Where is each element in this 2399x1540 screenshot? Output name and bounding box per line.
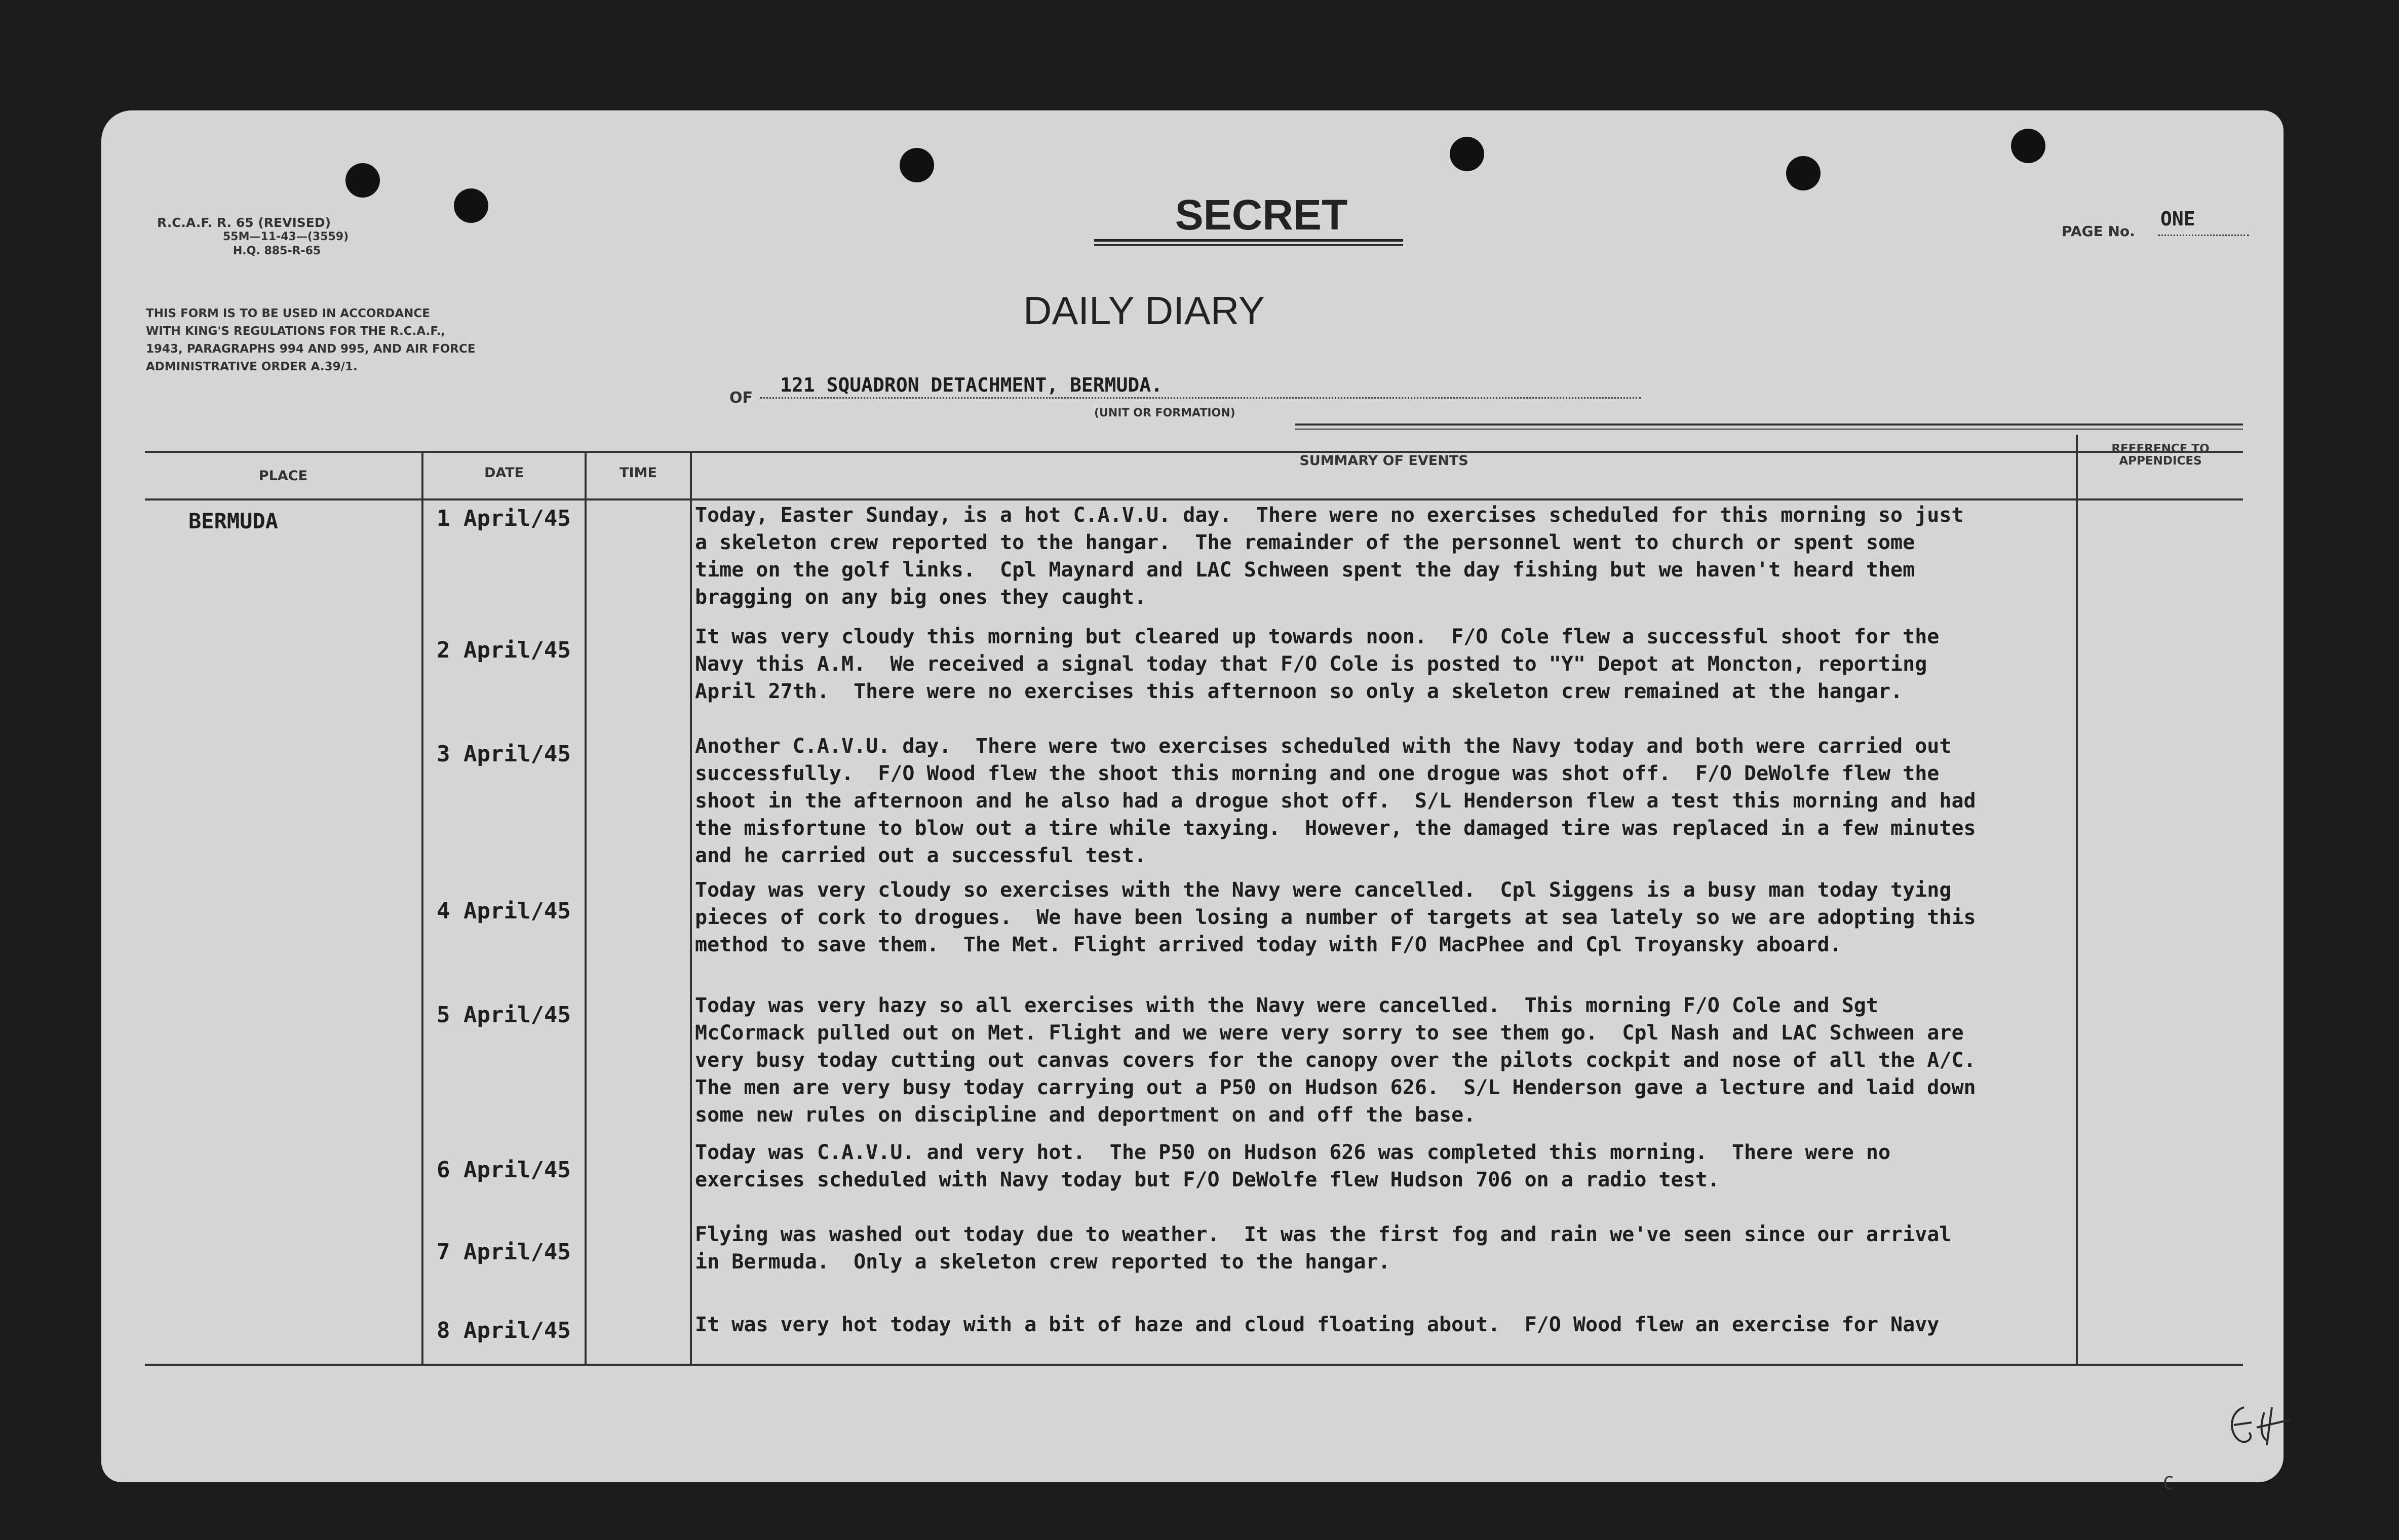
header-date: DATE	[484, 465, 524, 481]
summary-line: time on the golf links. Cpl Maynard and LAC Schween spent the day fishing but we haven't heard them	[695, 558, 1915, 582]
entry-date: 6 April/45	[437, 1157, 571, 1183]
regulation-line: WITH KING'S REGULATIONS FOR THE R.C.A.F.,	[146, 325, 446, 338]
classification-heading: SECRET	[1175, 191, 1348, 239]
unit-caption: (UNIT OR FORMATION)	[1094, 407, 1235, 419]
summary-line: a skeleton crew reported to the hangar. The remainder of the personnel went to church or spent some	[695, 531, 1915, 554]
form-title: DAILY DIARY	[1023, 288, 1265, 333]
regulation-note	[146, 305, 652, 376]
header-reference-line: APPENDICES	[2119, 454, 2202, 468]
entry-summary	[695, 1311, 1939, 1338]
column-divider	[421, 451, 423, 1365]
summary-line: It was very cloudy this morning but cleared up towards noon. F/O Cole flew a successful shoot for the	[695, 625, 1940, 648]
summary-line: successfully. F/O Wood flew the shoot this morning and one drogue was shot off. F/O DeWolfe flew the	[695, 762, 1940, 785]
form-identifier	[157, 216, 349, 258]
entry-summary	[695, 1221, 1951, 1276]
summary-line: very busy today cutting out canvas covers for the canopy over the pilots cockpit and nose of all the A/C.	[695, 1049, 1976, 1072]
summary-line: It was very hot today with a bit of haze and cloud floating about. F/O Wood flew an exercise for Navy	[695, 1313, 1940, 1336]
header-reference	[2078, 443, 2243, 467]
entry-date: 7 April/45	[437, 1239, 571, 1265]
regulation-line: 1943, PARAGRAPHS 994 AND 995, AND AIR FORCE	[146, 342, 476, 356]
punch-hole	[345, 163, 380, 198]
summary-line: pieces of cork to drogues. We have been losing a number of targets at sea lately so we are adopting this	[695, 906, 1976, 929]
entry-date: 3 April/45	[437, 741, 571, 767]
summary-line: Today was very cloudy so exercises with the Navy were cancelled. Cpl Siggens is a busy man today tying	[695, 878, 1952, 902]
summary-line: and he carried out a successful test.	[695, 844, 1147, 867]
column-divider	[690, 451, 692, 1365]
entry-date: 5 April/45	[437, 1002, 571, 1028]
summary-line: in Bermuda. Only a skeleton crew reported to the hangar.	[695, 1250, 1390, 1274]
form-number: R.C.A.F. R. 65 (REVISED)	[157, 215, 331, 230]
summary-line: April 27th. There were no exercises this afternoon so only a skeleton crew remained at the hangar.	[695, 680, 1903, 703]
summary-line: Another C.A.V.U. day. There were two exercises scheduled with the Navy today and both were carried out	[695, 735, 1952, 758]
column-divider	[585, 451, 587, 1365]
summary-line: bragging on any big ones they caught.	[695, 586, 1147, 609]
hq-code: H.Q. 885-R-65	[233, 245, 321, 257]
summary-line: The men are very busy today carrying out a P50 on Hudson 626. S/L Henderson gave a lecture and laid down	[695, 1076, 1976, 1099]
summary-line: Today was C.A.V.U. and very hot. The P50 on Hudson 626 was completed this morning. There were no	[695, 1141, 1891, 1164]
unit-value: 121 SQUADRON DETACHMENT, BERMUDA.	[780, 374, 1163, 396]
punch-hole	[900, 148, 934, 182]
page-number-value: ONE	[2160, 208, 2195, 230]
regulation-line: ADMINISTRATIVE ORDER A.39/1.	[146, 360, 358, 373]
diary-form-sheet	[101, 110, 2284, 1494]
corner-mark: C	[2163, 1473, 2174, 1494]
table-bottom-rule	[145, 1364, 2243, 1366]
place-value: BERMUDA	[188, 509, 279, 533]
summary-line: some new rules on discipline and deportment on and off the base.	[695, 1103, 1476, 1127]
entry-date: 4 April/45	[437, 898, 571, 924]
entry-summary	[695, 1139, 1890, 1194]
heading-underline	[1094, 239, 1403, 242]
summary-line: McCormack pulled out on Met. Flight and we were very sorry to see them go. Cpl Nash and LAC Schween are	[695, 1021, 1964, 1045]
entry-date: 1 April/45	[437, 506, 571, 531]
page-number-line	[2158, 235, 2249, 236]
heading-underline	[1094, 244, 1403, 246]
summary-line: shoot in the afternoon and he also had a drogue shot off. S/L Henderson flew a test this morning and had	[695, 789, 1976, 813]
punch-hole	[2011, 129, 2045, 163]
summary-line: exercises scheduled with Navy today but F/O DeWolfe flew Hudson 706 on a radio test.	[695, 1168, 1720, 1191]
entry-date: 8 April/45	[437, 1318, 571, 1343]
summary-line: Flying was washed out today due to weather. It was the first fog and rain we've seen since our arrival	[695, 1223, 1952, 1246]
column-divider	[2076, 435, 2078, 1365]
punch-hole	[454, 188, 488, 223]
punch-hole	[1786, 156, 1821, 190]
entry-summary	[695, 733, 1976, 869]
punch-hole	[1450, 137, 1484, 171]
unit-label: OF	[729, 389, 753, 407]
table-top-rule	[1295, 429, 2243, 430]
regulation-line: THIS FORM IS TO BE USED IN ACCORDANCE	[146, 307, 430, 320]
entry-summary	[695, 992, 1976, 1129]
unit-line	[760, 397, 1641, 399]
initials-signature	[2224, 1397, 2300, 1453]
header-reference-line: REFERENCE TO	[2111, 442, 2210, 455]
summary-line: Today was very hazy so all exercises with the Navy were cancelled. This morning F/O Cole and Sgt	[695, 994, 1878, 1017]
entry-summary	[695, 502, 1964, 611]
summary-line: Navy this A.M. We received a signal today that F/O Cole is posted to "Y" Depot at Moncton, reporting	[695, 652, 1927, 676]
entry-date: 2 April/45	[437, 637, 571, 663]
entry-summary	[695, 623, 1939, 705]
summary-line: Today, Easter Sunday, is a hot C.A.V.U. day. There were no exercises scheduled for this morning so just	[695, 504, 1964, 527]
table-top-rule	[1295, 423, 2243, 426]
summary-line: the misfortune to blow out a tire while taxying. However, the damaged tire was replaced in a few minutes	[695, 817, 1976, 840]
page-number-label: PAGE No.	[2062, 223, 2135, 240]
print-code: 55M—11-43—(3559)	[223, 230, 349, 243]
header-summary: SUMMARY OF EVENTS	[1299, 453, 1468, 469]
header-place: PLACE	[258, 468, 308, 484]
header-time: TIME	[620, 465, 657, 481]
summary-line: method to save them. The Met. Flight arrived today with F/O MacPhee and Cpl Troyansky aboard.	[695, 933, 1842, 956]
header-bottom-rule	[145, 498, 2243, 500]
entry-summary	[695, 876, 1976, 958]
